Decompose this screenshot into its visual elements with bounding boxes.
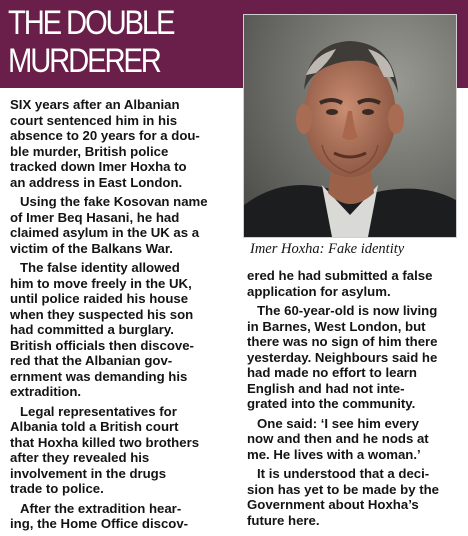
article-line: English and had not inte- [247,380,405,396]
article-line: until police raided his house [10,291,189,306]
article-column-right [247,268,461,532]
headline-line-2: MURDERER [8,42,160,80]
article-line: that Hoxha killed two brothers [10,434,200,450]
article-line: ernment was demanding his [10,368,188,384]
article-line: The 60-year-old is now living [257,303,438,318]
article-line: involvement in the drugs [10,465,167,481]
article-line: red that the Albanian gov- [10,353,173,368]
article-line: absence to 20 years for a dou- [10,128,200,143]
article-line: After the extradition hear- [20,500,182,516]
article-line: in Barnes, West London, but [247,318,426,334]
article-column-left [10,97,240,536]
article-line: One said: ‘I see him every [257,415,419,431]
article-line: future here. [247,512,320,528]
portrait-photo [243,14,457,238]
article-paragraph [10,501,240,532]
headline-line-1: THE DOUBLE [8,4,174,42]
article-paragraph [10,404,240,497]
article-line: yesterday. Neighbours said he [247,349,438,365]
article-paragraph [10,97,240,190]
article-line: after they revealed his [10,450,150,465]
article-paragraph [247,303,461,412]
portrait-photo-icon [244,15,456,237]
article-line: Government about Hoxha’s [247,497,419,512]
article-line: ered he had submitted a false [247,268,433,283]
article-line: It is understood that a deci- [257,466,430,481]
article-line: grated into the community. [247,396,416,411]
article-line: an address in East London. [10,174,183,190]
article-line: of Imer Beq Hasani, he had [10,209,180,225]
article-paragraph [10,260,240,400]
article-paragraph [247,268,461,299]
article-paragraph [247,416,461,463]
article-line: tracked down Imer Hoxha to [10,159,187,174]
article-paragraph [247,466,461,528]
article-paragraph [10,194,240,256]
article-line: ing, the Home Office discov- [10,516,189,531]
article-line: extradition. [10,384,82,399]
article-line: The false identity allowed [20,260,180,275]
article-line: British officials then discove- [10,337,194,353]
article-line: Albania told a British court [10,419,179,434]
photo-caption: Imer Hoxha: Fake identity [250,241,405,257]
article-line: when they suspected his son [10,306,194,322]
article-line: trade to police. [10,481,104,496]
article-line: court sentenced him in his [10,112,178,128]
article-line: had committed a burglary. [10,322,174,337]
article-line: claimed asylum in the UK as a [10,225,200,240]
article-line: me. He lives with a woman.’ [247,446,421,462]
article-line: ble murder, British police [10,143,169,159]
article-line: Using the fake Kosovan name [20,194,208,209]
article-line: now and then and he nods at [247,431,429,446]
article-line: victim of the Balkans War. [10,240,173,256]
article-line: him to move freely in the UK, [10,275,192,291]
article-line: Legal representatives for [20,403,177,419]
article-line: sion has yet to be made by the [247,481,439,497]
article-line: there was no sign of him there [247,334,438,349]
headline [8,4,208,80]
article-line: SIX years after an Albanian [10,97,180,112]
article-line: had made no effort to learn [247,365,417,380]
article-line: application for asylum. [247,283,391,299]
